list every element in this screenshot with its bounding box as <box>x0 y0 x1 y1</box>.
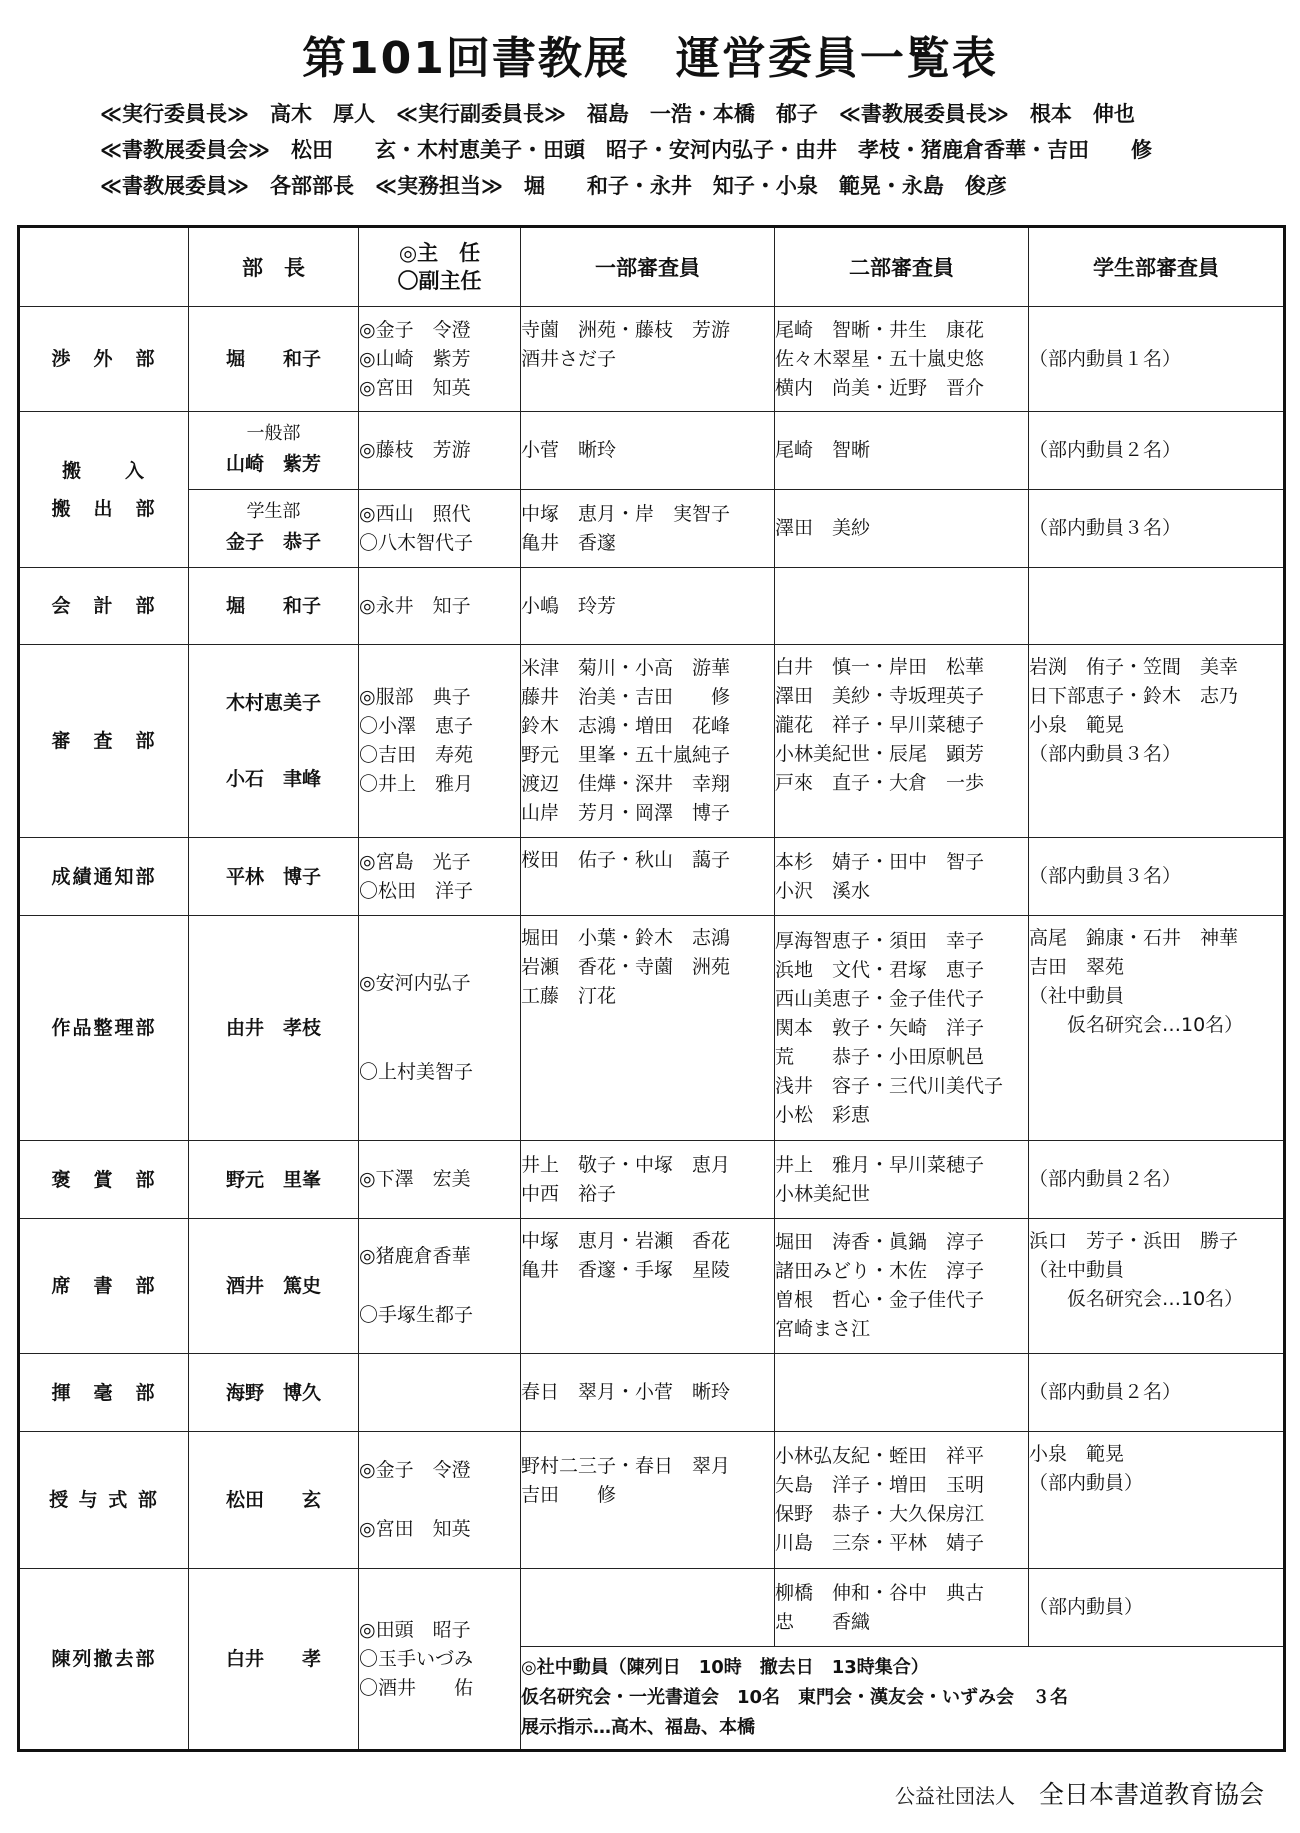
name-entry: 小林美紀世・辰尾 顕芳 <box>775 743 985 765</box>
name-entry: 保野 恭子・大久保房江 <box>775 1503 985 1525</box>
name-entry: 酒井さだ子 <box>521 347 617 370</box>
div1-judges <box>521 412 775 490</box>
div1-judges <box>521 1432 775 1569</box>
name-entry: 審 査 部 <box>51 730 157 752</box>
header-div1: 一部審査員 <box>521 227 775 307</box>
dept-head <box>189 412 359 490</box>
name-entry: 小林弘友紀・蛭田 祥平 <box>775 1445 985 1467</box>
dept-head <box>189 838 359 916</box>
dept-head <box>189 1432 359 1569</box>
div1-judges <box>521 916 775 1141</box>
name-entry: 荒 恭子・小田原帆邑 <box>775 1045 985 1068</box>
dept-name <box>19 568 189 645</box>
table-row <box>19 490 1285 568</box>
name-entry: 藤井 治美・吉田 修 <box>521 686 731 708</box>
name-entry: 席 書 部 <box>51 1275 157 1297</box>
div1-judges <box>521 1569 775 1647</box>
header-head: 部 長 <box>189 227 359 307</box>
name-entry: （部内動員３名） <box>1029 517 1182 539</box>
name-entry: 瀧花 祥子・早川菜穂子 <box>775 714 985 736</box>
name-entry: ◎社中動員（陳列日 10時 撤去日 13時集合） <box>521 1657 929 1678</box>
committee-table <box>17 225 1286 1752</box>
table-row <box>19 1141 1285 1219</box>
officer-summary <box>100 96 1250 204</box>
name-entry: 由井 孝枝 <box>225 1017 321 1039</box>
name-entry: 西山美恵子・金子佳代子 <box>775 987 985 1010</box>
name-entry: （部内動員） <box>1029 1596 1144 1618</box>
student-judges <box>1029 1354 1285 1432</box>
name-entry: （部内動員３名） <box>1029 865 1182 887</box>
name-entry: 吉田 修 <box>521 1484 617 1506</box>
name-entry: 井上 雅月・早川菜穂子 <box>775 1153 985 1176</box>
name-entry: 中西 裕子 <box>521 1182 617 1205</box>
name-entry: 小林美紀世 <box>775 1182 871 1205</box>
dept-head <box>189 568 359 645</box>
div2-judges <box>775 490 1029 568</box>
name-entry: 日下部恵子・鈴木 志乃 <box>1029 685 1239 707</box>
name-entry: 松田 玄 <box>225 1489 321 1511</box>
name-entry: 澤田 美紗・寺坂理英子 <box>775 685 985 707</box>
dept-head <box>189 1354 359 1432</box>
table-row <box>19 1569 1285 1647</box>
name-entry: 堀 和子 <box>225 348 321 370</box>
name-entry: 亀井 香邃・手塚 星陵 <box>521 1259 731 1281</box>
student-judges <box>1029 307 1285 412</box>
name-entry: 小嶋 玲芳 <box>521 594 617 617</box>
name-entry: （部内動員） <box>1029 1472 1144 1494</box>
name-entry: ◎藤枝 芳游 <box>359 439 471 461</box>
staff-list <box>359 838 521 916</box>
name-entry: 小泉 範晃 <box>1029 714 1125 736</box>
dept-head <box>189 1219 359 1354</box>
name-entry: 渡辺 佳燁・深井 幸翔 <box>521 773 731 795</box>
staff-list <box>359 1354 521 1432</box>
student-judges <box>1029 645 1285 838</box>
dept-name <box>19 838 189 916</box>
name-entry: 戸來 直子・大倉 一歩 <box>775 772 985 794</box>
name-entry: 堀田 小葉・鈴木 志鴻 <box>521 927 731 949</box>
mobilization-note <box>521 1647 1285 1751</box>
name-entry: 中塚 恵月・岩瀬 香花 <box>521 1230 731 1252</box>
div1-judges <box>521 307 775 412</box>
name-entry: （部内動員３名） <box>1029 743 1182 765</box>
name-entry: 尾崎 智晰・井生 康花 <box>775 318 985 341</box>
staff-list <box>359 412 521 490</box>
student-judges <box>1029 1219 1285 1354</box>
table-row <box>19 568 1285 645</box>
div1-judges <box>521 645 775 838</box>
name-entry: 春日 翠月・小菅 晰玲 <box>521 1381 731 1403</box>
name-entry: 工藤 汀花 <box>521 985 617 1007</box>
name-entry: 野村二三子・春日 翠月 <box>521 1455 731 1477</box>
name-entry: 〇酒井 佑 <box>359 1676 474 1699</box>
dept-head <box>189 645 359 838</box>
sub-division-label: 一般部 <box>246 422 301 444</box>
header-staff <box>359 227 521 307</box>
name-entry: ◎山崎 紫芳 <box>359 347 471 370</box>
student-judges <box>1029 490 1285 568</box>
name-entry: 〇玉手いづみ <box>359 1647 474 1670</box>
div2-judges <box>775 1432 1029 1569</box>
header-student: 学生部審査員 <box>1029 227 1285 307</box>
header-vice: 〇副主任 <box>397 269 482 293</box>
staff-list <box>359 307 521 412</box>
name-entry: 吉田 翠苑 <box>1029 956 1125 978</box>
table-row <box>19 1432 1285 1569</box>
staff-list <box>359 645 521 838</box>
name-entry: 白井 慎一・岸田 松華 <box>775 656 985 678</box>
name-entry: 亀井 香邃 <box>521 531 617 554</box>
table-row <box>19 1219 1285 1354</box>
div2-judges <box>775 1141 1029 1219</box>
dept-head <box>189 1569 359 1751</box>
name-entry: 白井 孝 <box>225 1648 321 1670</box>
name-entry: ◎宮田 知英 <box>359 1518 471 1540</box>
name-entry: 陳列撤去部 <box>51 1648 157 1670</box>
name-entry: 成績通知部 <box>51 865 157 888</box>
name-entry: （部内動員２名） <box>1029 1381 1182 1403</box>
staff-list <box>359 568 521 645</box>
div2-judges <box>775 1569 1029 1647</box>
staff-list <box>359 1432 521 1569</box>
name-entry: 川島 三奈・平林 婧子 <box>775 1532 985 1554</box>
name-entry: 搬 入 <box>61 459 146 482</box>
name-entry: 矢島 洋子・増田 玉明 <box>775 1474 985 1496</box>
name-entry: ◎宮島 光子 <box>359 850 471 873</box>
name-entry: 〇手塚生都子 <box>359 1304 474 1326</box>
sub-division-label: 学生部 <box>246 500 301 522</box>
dept-head <box>189 1141 359 1219</box>
name-entry: 浜地 文代・君塚 恵子 <box>775 958 985 981</box>
table-row <box>19 412 1285 490</box>
name-entry: 忠 香織 <box>775 1610 871 1633</box>
div2-judges <box>775 568 1029 645</box>
div1-judges <box>521 490 775 568</box>
name-entry: ◎下澤 宏美 <box>359 1168 471 1190</box>
div2-judges <box>775 307 1029 412</box>
org-type: 公益社団法人 <box>894 1784 1015 1808</box>
name-entry: 〇吉田 寿苑 <box>359 744 474 766</box>
staff-list <box>359 1569 521 1751</box>
name-entry: ◎猪鹿倉香華 <box>359 1245 471 1267</box>
name-entry: ◎安河内弘子 <box>359 972 471 994</box>
staff-list <box>359 916 521 1141</box>
name-entry: 小松 彩恵 <box>775 1103 871 1126</box>
page-title: 第101回書教展 運営委員一覧表 <box>302 33 998 84</box>
staff-list <box>359 1141 521 1219</box>
name-entry: 授 与 式 部 <box>49 1489 159 1511</box>
name-entry: 海野 博久 <box>225 1381 321 1404</box>
name-entry: 〇上村美智子 <box>359 1061 474 1083</box>
name-entry: ◎金子 令澄 <box>359 1459 471 1481</box>
name-entry: （部内動員２名） <box>1029 439 1182 461</box>
student-judges <box>1029 568 1285 645</box>
div2-judges <box>775 1354 1029 1432</box>
staff-list <box>359 490 521 568</box>
name-entry: 酒井 篤史 <box>225 1275 321 1297</box>
staff-list <box>359 1219 521 1354</box>
name-entry: 曽根 哲心・金子佳代子 <box>775 1289 985 1311</box>
dept-name <box>19 1432 189 1569</box>
name-entry: 山崎 紫芳 <box>225 452 321 475</box>
name-entry: 展示指示…高木、福島、本橋 <box>521 1717 755 1738</box>
div2-judges <box>775 1219 1029 1354</box>
name-entry: 山岸 芳月・岡澤 博子 <box>521 802 731 824</box>
student-judges <box>1029 1569 1285 1647</box>
header-chief: ◎主 任 <box>398 241 481 265</box>
name-entry: 岩渕 侑子・笠間 美幸 <box>1029 656 1239 678</box>
name-entry: （部内動員２名） <box>1029 1168 1182 1190</box>
name-entry: ◎永井 知子 <box>359 594 471 617</box>
dept-head <box>189 916 359 1141</box>
div2-judges <box>775 838 1029 916</box>
officer-line: ≪書教展委員会≫ 松田 玄・木村恵美子・田頭 昭子・安河内弘子・由井 孝枝・猪鹿倉香華・吉田 修 <box>100 138 1152 162</box>
dept-name <box>19 1219 189 1354</box>
name-entry: 桜田 佑子・秋山 藹子 <box>521 849 731 871</box>
student-judges <box>1029 1432 1285 1569</box>
header-dept <box>19 227 189 307</box>
name-entry: （部内動員１名） <box>1029 347 1182 370</box>
name-entry: 堀 和子 <box>225 595 321 617</box>
name-entry: ◎宮田 知英 <box>359 376 471 399</box>
name-entry: 搬 出 部 <box>51 497 157 520</box>
name-entry: 鈴木 志鴻・増田 花峰 <box>521 715 731 737</box>
name-entry: 関本 敦子・矢崎 洋子 <box>775 1016 985 1039</box>
officer-line: ≪書教展委員≫ 各部部長 ≪実務担当≫ 堀 和子・永井 知子・小泉 範晃・永島 俊彦 <box>100 174 1007 198</box>
name-entry: （社中動員 <box>1029 1259 1125 1281</box>
table-row <box>19 645 1285 838</box>
div2-judges <box>775 645 1029 838</box>
student-judges <box>1029 838 1285 916</box>
dept-head <box>189 490 359 568</box>
name-entry: 金子 恭子 <box>225 530 321 553</box>
div1-judges <box>521 1141 775 1219</box>
name-entry: 高尾 錦康・石井 神華 <box>1029 927 1239 949</box>
div1-judges <box>521 1354 775 1432</box>
name-entry: ◎西山 照代 <box>359 502 471 525</box>
name-entry: 中塚 恵月・岸 実智子 <box>521 502 731 525</box>
student-judges <box>1029 1141 1285 1219</box>
name-entry: 平林 博子 <box>225 865 321 888</box>
header-row <box>19 227 1285 307</box>
name-entry: 諸田みどり・木佐 淳子 <box>775 1260 985 1282</box>
name-entry: 褒 賞 部 <box>51 1168 157 1191</box>
dept-head <box>189 307 359 412</box>
dept-name <box>19 645 189 838</box>
name-entry: 野元 里峯 <box>225 1168 321 1191</box>
name-entry: 尾崎 智晰 <box>775 439 871 461</box>
div2-judges <box>775 412 1029 490</box>
name-entry: 厚海智恵子・須田 幸子 <box>775 929 985 952</box>
div2-judges <box>775 916 1029 1141</box>
dept-name <box>19 412 189 568</box>
dept-name <box>19 1141 189 1219</box>
dept-name <box>19 1354 189 1432</box>
table-row <box>19 916 1285 1141</box>
name-entry: 佐々木翠星・五十嵐史悠 <box>775 347 985 370</box>
name-entry: 渉 外 部 <box>51 348 157 370</box>
name-entry: 仮名研究会…10名） <box>1029 1014 1244 1036</box>
div1-judges <box>521 838 775 916</box>
name-entry: 〇松田 洋子 <box>359 879 474 902</box>
organization-footer <box>895 1775 1264 1811</box>
dept-name <box>19 1569 189 1751</box>
name-entry: 小菅 晰玲 <box>521 439 617 461</box>
dept-name <box>19 916 189 1141</box>
dept-name <box>19 307 189 412</box>
name-entry: 仮名研究会・一光書道会 10名 東門会・漢友会・いずみ会 ３名 <box>521 1687 1069 1708</box>
name-entry: 〇小澤 恵子 <box>359 715 474 737</box>
name-entry: 仮名研究会…10名） <box>1029 1288 1244 1310</box>
name-entry: 〇井上 雅月 <box>359 773 474 795</box>
name-entry: 会 計 部 <box>51 595 157 617</box>
name-entry: 野元 里峯・五十嵐純子 <box>521 744 731 766</box>
table-row <box>19 307 1285 412</box>
name-entry: 本杉 婧子・田中 智子 <box>775 850 985 873</box>
name-entry: 浅井 容子・三代川美代子 <box>775 1074 1004 1097</box>
student-judges <box>1029 412 1285 490</box>
name-entry: 揮 毫 部 <box>51 1381 157 1404</box>
name-entry: 小石 聿峰 <box>225 768 321 790</box>
table-row <box>19 1354 1285 1432</box>
name-entry: 作品整理部 <box>51 1017 157 1039</box>
div1-judges <box>521 1219 775 1354</box>
name-entry: （社中動員 <box>1029 985 1125 1007</box>
name-entry: 柳橋 伸和・谷中 典古 <box>775 1581 985 1604</box>
name-entry: 小沢 溪水 <box>775 879 871 902</box>
name-entry: 井上 敬子・中塚 恵月 <box>521 1153 731 1176</box>
name-entry: 米津 菊川・小高 游華 <box>521 657 731 679</box>
name-entry: 堀田 涛香・眞鍋 淳子 <box>775 1231 985 1253</box>
header-div2: 二部審査員 <box>775 227 1029 307</box>
table-row <box>19 838 1285 916</box>
name-entry: 岩瀬 香花・寺薗 洲苑 <box>521 956 731 978</box>
officer-line: ≪実行委員長≫ 高木 厚人 ≪実行副委員長≫ 福島 一浩・本橋 郁子 ≪書教展委員長≫ 根本 伸也 <box>100 102 1135 126</box>
student-judges <box>1029 916 1285 1141</box>
name-entry: 小泉 範晃 <box>1029 1443 1125 1465</box>
div1-judges <box>521 568 775 645</box>
name-entry: 横内 尚美・近野 晋介 <box>775 376 985 399</box>
name-entry: 宮崎まさ江 <box>775 1318 871 1340</box>
name-entry: ◎金子 令澄 <box>359 318 471 341</box>
name-entry: ◎田頭 昭子 <box>359 1618 471 1641</box>
name-entry: 浜口 芳子・浜田 勝子 <box>1029 1230 1239 1252</box>
name-entry: 寺薗 洲苑・藤枝 芳游 <box>521 318 731 341</box>
name-entry: 〇八木智代子 <box>359 531 474 554</box>
name-entry: 木村恵美子 <box>225 692 321 714</box>
org-name: 全日本書道教育協会 <box>1038 1780 1264 1809</box>
name-entry: 澤田 美紗 <box>775 517 871 539</box>
name-entry: ◎服部 典子 <box>359 686 471 708</box>
